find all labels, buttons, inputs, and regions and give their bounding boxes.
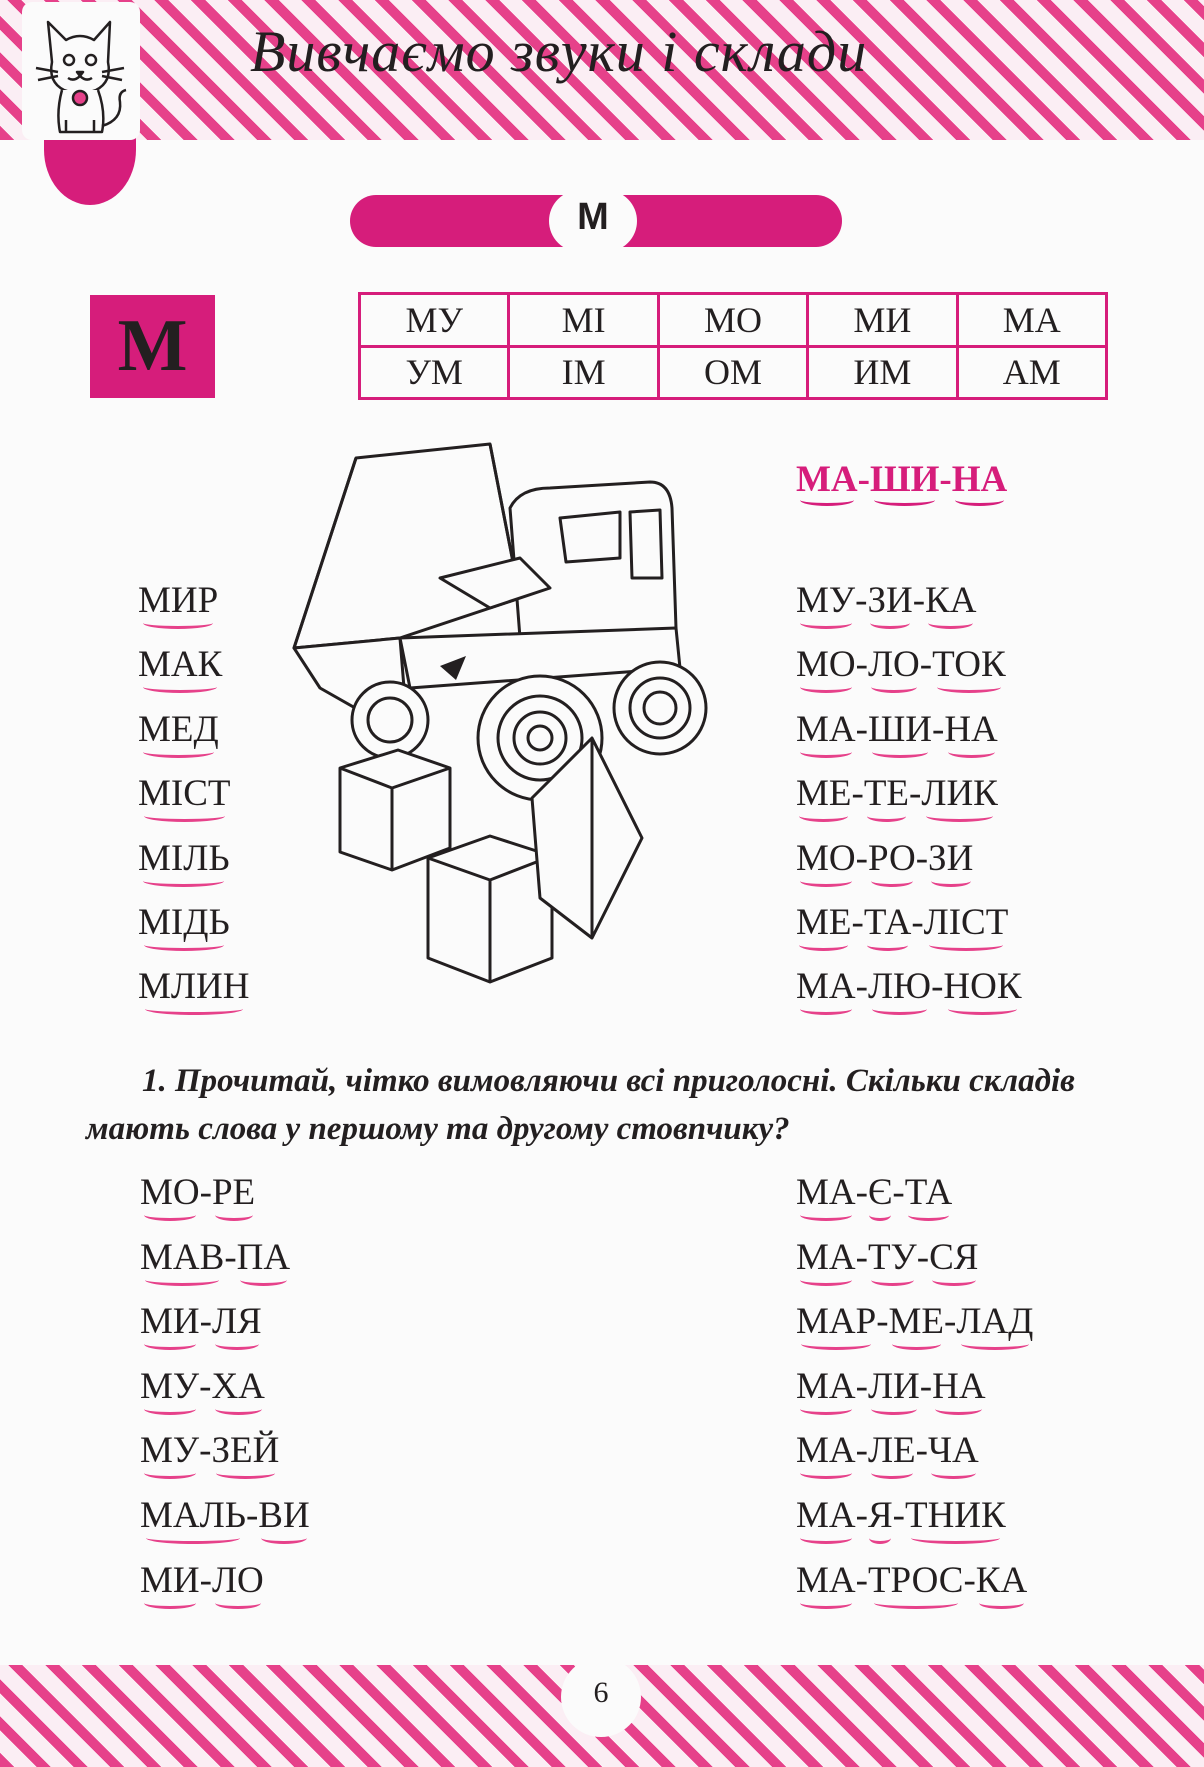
- syllable: МЛИН: [138, 964, 249, 1010]
- word-item: [140, 1170, 310, 1235]
- syllable: МУ: [796, 578, 855, 624]
- syllable-divider: -: [912, 580, 926, 621]
- syllable: МО: [796, 836, 856, 882]
- syllable: ЗИ: [928, 836, 973, 882]
- syllable-divider: -: [919, 644, 933, 686]
- word-item: [796, 1299, 1033, 1364]
- syllable: ПА: [237, 1235, 290, 1281]
- word-item: [796, 642, 1022, 706]
- left-word-column-bottom: [140, 1170, 310, 1622]
- syllable-divider: -: [916, 1236, 930, 1278]
- syllable-divider: -: [876, 1301, 889, 1343]
- syllable: ТА: [864, 900, 911, 946]
- syllable-cell: МО: [658, 294, 807, 347]
- syllable-divider: -: [915, 837, 929, 879]
- syllable-divider: -: [855, 1494, 868, 1536]
- syllable-divider: -: [855, 966, 868, 1008]
- syllable-divider: -: [855, 1236, 868, 1278]
- word-item: [796, 578, 1022, 642]
- syllable: МУ: [140, 1428, 199, 1474]
- syllable-divider: -: [919, 1365, 933, 1407]
- syllable: СЯ: [929, 1235, 978, 1281]
- syllable-divider: -: [855, 580, 868, 621]
- syllable-divider: -: [855, 708, 868, 750]
- syllable: МІСТ: [138, 771, 231, 817]
- word-item: [140, 1364, 310, 1429]
- word-item: [796, 900, 1022, 964]
- right-word-column-top: [796, 578, 1022, 1029]
- syllable-divider: -: [855, 1559, 868, 1601]
- word-item: [796, 964, 1022, 1028]
- word-item: [796, 707, 1022, 771]
- syllable: РЕ: [212, 1170, 255, 1216]
- syllable: ЗЕЙ: [211, 1428, 279, 1474]
- syllable-divider: -: [932, 708, 945, 750]
- syllable: МИ: [140, 1299, 200, 1345]
- syllable-cell: МІ: [509, 294, 658, 347]
- word-item: [140, 1299, 310, 1364]
- syllable-divider: -: [851, 773, 864, 815]
- syllable-cell: АМ: [957, 346, 1106, 399]
- left-word-column-top: [138, 578, 249, 1029]
- syllable: Є: [868, 1170, 892, 1216]
- syllable-row: [360, 346, 1107, 399]
- syllable: НА: [932, 1364, 985, 1410]
- highlighted-word: [796, 458, 1007, 501]
- syllable-divider: -: [909, 773, 922, 815]
- syllable: РО: [868, 836, 916, 882]
- cat-mascot-icon: [22, 2, 140, 140]
- word-item: [796, 1235, 1033, 1300]
- syllable-divider: -: [963, 1559, 976, 1601]
- syllable: НА: [944, 707, 997, 753]
- syllable: ТА: [905, 1170, 952, 1216]
- word-item: [796, 1558, 1033, 1623]
- word-item: [796, 836, 1022, 900]
- syllable: ЗИ: [867, 578, 912, 624]
- syllable: ЛЕ: [868, 1428, 916, 1474]
- syllable-divider: -: [944, 1301, 957, 1343]
- syllable-cell: МУ: [360, 294, 509, 347]
- syllable: МАК: [138, 642, 222, 688]
- word-item: [796, 1428, 1033, 1493]
- syllable: МА: [796, 707, 856, 753]
- syllable: МО: [796, 642, 856, 688]
- syllable: МА: [796, 1558, 856, 1604]
- word-item: [140, 1558, 310, 1623]
- syllable: ТУ: [868, 1235, 917, 1281]
- syllable: ЛЮ: [868, 964, 931, 1010]
- syllable-cell: ІМ: [509, 346, 658, 399]
- word-item: [138, 707, 249, 771]
- syllable: ХА: [211, 1364, 264, 1410]
- word-item: [138, 900, 249, 964]
- word-item: [796, 771, 1022, 835]
- syllable-divider: -: [939, 459, 952, 500]
- syllable: МО: [140, 1170, 200, 1216]
- syllable: МЕ: [889, 1299, 945, 1345]
- syllable-cell: МА: [957, 294, 1106, 347]
- word-item: [140, 1235, 310, 1300]
- word-item: [796, 1364, 1033, 1429]
- task-instruction: 1. Прочитай, чітко вимовляючи всі приголосні. Скільки складів мають слова у першому та другому стовпчику?: [86, 1063, 1075, 1147]
- word-item: [140, 1493, 310, 1558]
- big-letter: М: [90, 295, 215, 398]
- syllable: КА: [925, 578, 976, 624]
- syllable: ЛЯ: [212, 1299, 262, 1345]
- syllable: МИР: [138, 578, 218, 624]
- word-item: [140, 1428, 310, 1493]
- word-item: [138, 836, 249, 900]
- syllable-divider: -: [855, 837, 868, 879]
- syllable: МІДЬ: [138, 900, 230, 946]
- syllable: ЛО: [212, 1558, 264, 1604]
- syllable-divider: -: [199, 1172, 212, 1213]
- syllable: ШИ: [869, 459, 940, 500]
- syllable-divider: -: [855, 644, 868, 686]
- syllable: МА: [796, 964, 856, 1010]
- syllable: МАР: [796, 1299, 876, 1345]
- syllable-divider: -: [855, 1172, 868, 1213]
- syllable: Я: [868, 1493, 893, 1539]
- syllable: МА: [796, 1235, 856, 1281]
- word-item: [138, 771, 249, 835]
- syllable-cell: УМ: [360, 346, 509, 399]
- syllable: МІЛЬ: [138, 836, 230, 882]
- syllable-divider: -: [245, 1494, 259, 1536]
- syllable: ЛАД: [956, 1299, 1033, 1345]
- syllable: ЛИ: [868, 1364, 920, 1410]
- syllable: ТНИК: [905, 1493, 1006, 1539]
- word-item: [796, 1493, 1033, 1558]
- syllable-row: [360, 294, 1107, 347]
- syllable-divider: -: [855, 1365, 868, 1407]
- syllable-cell: ОМ: [658, 346, 807, 399]
- syllable-divider: -: [855, 1430, 868, 1472]
- syllable: ЛІСТ: [924, 900, 1009, 946]
- dump-truck-illustration: [290, 438, 770, 998]
- syllable: ЛО: [868, 642, 920, 688]
- word-item: [138, 578, 249, 642]
- syllable: МУ: [140, 1364, 199, 1410]
- syllable: МА: [796, 459, 858, 500]
- syllable: МА: [796, 1170, 856, 1216]
- syllable-cell: ИМ: [808, 346, 957, 399]
- syllable: МА: [796, 1364, 856, 1410]
- syllable-divider: -: [199, 1365, 212, 1407]
- syllable: МАВ: [140, 1235, 224, 1281]
- syllable-divider: -: [224, 1236, 237, 1278]
- syllable: ТОК: [932, 642, 1006, 688]
- syllable: НОК: [943, 964, 1021, 1010]
- syllable: ТРОС: [868, 1558, 963, 1604]
- syllable: МЕ: [796, 771, 852, 817]
- letter-banner-letter: М: [577, 196, 609, 238]
- syllable: ЛИК: [921, 771, 998, 817]
- word-item: [796, 1170, 1033, 1235]
- syllable-table: [358, 292, 1108, 400]
- syllable: ЧА: [928, 1428, 979, 1474]
- syllable: МАЛЬ: [140, 1493, 246, 1539]
- syllable-divider: -: [199, 1301, 212, 1343]
- syllable-divider: -: [892, 1494, 905, 1536]
- word-item: [138, 642, 249, 706]
- syllable: МЕ: [796, 900, 852, 946]
- syllable: НА: [951, 459, 1008, 500]
- syllable: МЕД: [138, 707, 219, 753]
- syllable: ШИ: [868, 707, 932, 753]
- page-title: Вивчаємо звуки і склади: [250, 19, 868, 84]
- syllable: ВИ: [258, 1493, 309, 1539]
- syllable-divider: -: [931, 966, 944, 1008]
- syllable: МА: [796, 1493, 856, 1539]
- syllable-divider: -: [915, 1430, 928, 1472]
- syllable-divider: -: [892, 1172, 905, 1213]
- syllable-divider: -: [911, 901, 924, 943]
- right-word-column-bottom: [796, 1170, 1033, 1622]
- syllable: МА: [796, 1428, 856, 1474]
- word-item: [138, 964, 249, 1028]
- syllable: КА: [976, 1558, 1027, 1604]
- syllable-divider: -: [857, 459, 870, 500]
- syllable: МИ: [140, 1558, 200, 1604]
- syllable-divider: -: [851, 901, 864, 943]
- syllable-cell: МИ: [808, 294, 957, 347]
- syllable-divider: -: [199, 1559, 212, 1601]
- page-number: 6: [593, 1676, 609, 1709]
- syllable-divider: -: [199, 1430, 212, 1472]
- syllable: ТЕ: [864, 771, 909, 817]
